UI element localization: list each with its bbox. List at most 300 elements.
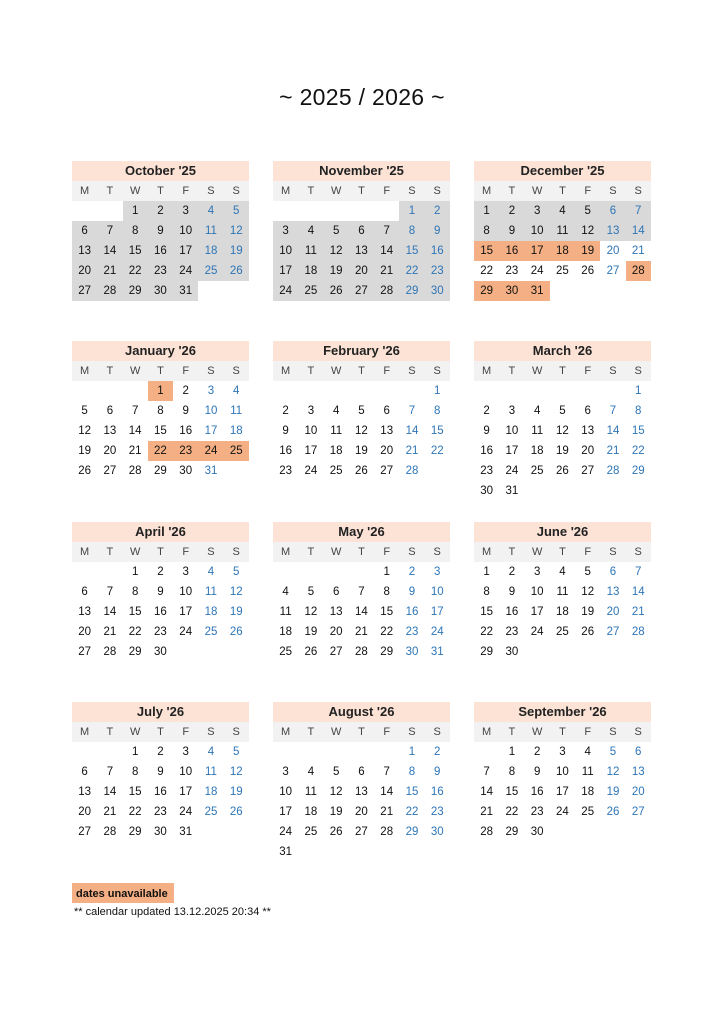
weekday-label: W <box>324 181 349 201</box>
weekday-label: S <box>198 722 223 742</box>
weekday-label: F <box>173 542 198 562</box>
day-cell: 26 <box>78 465 92 477</box>
day-cell: 14 <box>480 786 494 798</box>
empty-cell <box>399 381 424 401</box>
empty-cell <box>273 381 298 401</box>
day-cell-past: 7 <box>97 221 122 241</box>
day-cell: 22 <box>480 626 494 638</box>
day-cell: 24 <box>179 806 193 818</box>
day-cell-past: 18 <box>298 261 323 281</box>
weekday-label: S <box>224 722 249 742</box>
day-cell-past: 25 <box>298 281 323 301</box>
day-cell: 6 <box>358 766 365 778</box>
day-cell: 25 <box>279 646 293 658</box>
day-cell: 1 <box>131 566 139 578</box>
day-cell-past: 17 <box>173 241 198 261</box>
day-cell: 9 <box>434 766 441 778</box>
day-cell: 1 <box>383 566 390 578</box>
day-cell: 27 <box>329 646 343 658</box>
day-cell-past: 23 <box>148 261 173 281</box>
day-cell: 12 <box>581 586 595 598</box>
day-cell: 24 <box>530 265 544 277</box>
day-cell: 15 <box>380 606 394 618</box>
weekday-label: M <box>474 542 499 562</box>
legend-unavailable: dates unavailable <box>72 883 174 903</box>
weekday-label: F <box>374 181 399 201</box>
day-cell-past: 21 <box>374 261 399 281</box>
day-cell: 10 <box>304 425 318 437</box>
day-cell: 14 <box>606 425 620 437</box>
day-cell: 23 <box>530 806 544 818</box>
day-cell-past: 29 <box>399 281 424 301</box>
weekday-label: W <box>324 361 349 381</box>
update-note: ** calendar updated 13.12.2025 20:34 ** <box>74 906 271 918</box>
day-cell: 28 <box>380 826 394 838</box>
day-cell-past: 28 <box>374 281 399 301</box>
day-cell: 23 <box>405 626 419 638</box>
weekday-label: F <box>173 361 198 381</box>
weekday-label: T <box>550 181 575 201</box>
day-cell: 30 <box>154 646 167 658</box>
day-cell-past: 4 <box>550 201 575 221</box>
day-cell: 10 <box>179 586 193 598</box>
empty-cell <box>273 201 298 221</box>
day-cell: 3 <box>182 746 189 758</box>
day-cell: 7 <box>358 586 365 598</box>
day-cell: 21 <box>480 806 494 818</box>
day-cell: 9 <box>533 766 541 778</box>
month-calendar <box>474 522 651 662</box>
empty-cell <box>324 742 349 762</box>
day-cell-past: 5 <box>324 221 349 241</box>
day-cell: 6 <box>635 746 642 758</box>
day-cell-past: 24 <box>173 261 198 281</box>
day-cell: 6 <box>383 405 390 417</box>
weekday-label: M <box>474 361 499 381</box>
day-cell: 17 <box>505 445 519 457</box>
day-cell: 26 <box>304 646 318 658</box>
day-cell-past: 5 <box>575 201 600 221</box>
day-cell-past: 3 <box>525 201 550 221</box>
day-cell: 25 <box>530 465 544 477</box>
day-cell: 21 <box>606 445 620 457</box>
day-cell: 19 <box>78 445 92 457</box>
day-cell-past: 20 <box>349 261 374 281</box>
month-calendar <box>273 702 450 862</box>
day-cell: 13 <box>78 786 92 798</box>
day-cell: 9 <box>157 586 164 598</box>
day-cell: 6 <box>584 405 591 417</box>
day-cell: 28 <box>103 826 117 838</box>
day-cell: 8 <box>157 405 164 417</box>
page-title: ~ 2025 / 2026 ~ <box>279 84 445 110</box>
day-cell: 20 <box>78 626 92 638</box>
day-cell: 17 <box>179 786 193 798</box>
weekday-label: S <box>198 361 223 381</box>
day-cell: 2 <box>157 566 164 578</box>
day-cell: 27 <box>606 265 620 277</box>
day-cell: 15 <box>480 606 494 618</box>
day-cell: 27 <box>606 626 620 638</box>
weekday-label: W <box>123 181 148 201</box>
weekday-label: T <box>499 542 524 562</box>
day-cell: 15 <box>631 425 645 437</box>
day-cell: 22 <box>128 626 142 638</box>
day-cell: 31 <box>430 646 444 658</box>
weekday-label: S <box>425 361 450 381</box>
day-cell: 1 <box>131 746 139 758</box>
day-cell: 11 <box>204 586 217 598</box>
day-cell: 30 <box>530 826 544 838</box>
day-cell: 16 <box>154 606 167 618</box>
day-cell: 21 <box>103 806 117 818</box>
month-calendar <box>474 341 651 501</box>
day-cell-past: 9 <box>425 221 450 241</box>
day-cell: 26 <box>355 465 368 477</box>
empty-cell <box>474 742 499 762</box>
day-cell: 11 <box>581 766 594 778</box>
empty-cell <box>324 381 349 401</box>
month-title: December '25 <box>474 161 651 181</box>
day-cell: 23 <box>505 265 519 277</box>
day-cell-past: 21 <box>97 261 122 281</box>
day-cell: 1 <box>635 385 642 397</box>
day-cell: 11 <box>556 586 569 598</box>
day-cell: 9 <box>408 586 416 598</box>
day-cell: 10 <box>505 425 519 437</box>
day-cell-unavailable: 31 <box>525 281 550 301</box>
month-calendar <box>72 161 249 301</box>
day-cell-past: 17 <box>273 261 298 281</box>
day-cell: 7 <box>106 766 114 778</box>
day-cell: 27 <box>581 465 595 477</box>
empty-cell <box>298 201 323 221</box>
day-cell-past: 13 <box>349 241 374 261</box>
day-cell-past: 10 <box>525 221 550 241</box>
weekday-label: S <box>425 722 450 742</box>
day-cell: 3 <box>282 766 289 778</box>
weekday-label: F <box>575 361 600 381</box>
day-cell: 29 <box>505 826 519 838</box>
month-calendar <box>273 161 450 301</box>
day-cell-past: 11 <box>550 221 575 241</box>
day-cell-unavailable: 30 <box>499 281 524 301</box>
day-cell-unavailable: 19 <box>575 241 600 261</box>
day-cell-past: 11 <box>198 221 223 241</box>
weekday-label: T <box>499 181 524 201</box>
day-cell: 20 <box>103 445 117 457</box>
weekday-label: T <box>148 722 173 742</box>
day-cell: 3 <box>434 566 441 578</box>
day-cell: 24 <box>556 806 569 818</box>
weekday-label: S <box>399 722 424 742</box>
day-cell-unavailable: 1 <box>148 381 173 401</box>
day-cell: 14 <box>128 425 142 437</box>
day-cell: 12 <box>329 786 343 798</box>
day-cell-unavailable: 24 <box>198 441 223 461</box>
empty-cell <box>72 381 97 401</box>
day-cell: 25 <box>581 806 595 818</box>
day-cell: 13 <box>329 606 343 618</box>
day-cell: 30 <box>505 646 519 658</box>
day-cell: 7 <box>609 405 617 417</box>
day-cell: 24 <box>430 626 444 638</box>
day-cell: 23 <box>505 626 519 638</box>
day-cell-past: 8 <box>123 221 148 241</box>
weekday-label: T <box>349 542 374 562</box>
day-cell: 21 <box>631 606 645 618</box>
weekday-label: S <box>399 361 424 381</box>
day-cell-past: 14 <box>374 241 399 261</box>
weekday-label: W <box>123 542 148 562</box>
day-cell: 12 <box>78 425 92 437</box>
day-cell: 16 <box>405 606 419 618</box>
day-cell: 8 <box>408 766 416 778</box>
day-cell: 16 <box>154 786 167 798</box>
day-cell: 10 <box>279 786 293 798</box>
day-cell: 18 <box>581 786 595 798</box>
day-cell: 24 <box>304 465 318 477</box>
day-cell: 1 <box>508 746 516 758</box>
empty-cell <box>298 562 323 582</box>
day-cell: 29 <box>154 465 167 477</box>
weekday-label: T <box>97 361 122 381</box>
day-cell-past: 6 <box>72 221 97 241</box>
day-cell-past: 10 <box>173 221 198 241</box>
weekday-label: M <box>273 542 298 562</box>
day-cell-past: 26 <box>324 281 349 301</box>
day-cell: 29 <box>480 646 494 658</box>
day-cell-past: 12 <box>224 221 249 241</box>
day-cell-past: 26 <box>224 261 249 281</box>
day-cell: 28 <box>480 826 494 838</box>
day-cell: 6 <box>81 766 88 778</box>
weekday-label: T <box>97 722 122 742</box>
empty-cell <box>72 201 97 221</box>
day-cell: 8 <box>508 766 516 778</box>
day-cell: 5 <box>559 405 566 417</box>
empty-cell <box>72 742 97 762</box>
weekday-label: W <box>324 542 349 562</box>
weekday-label: F <box>575 542 600 562</box>
day-cell-past: 6 <box>349 221 374 241</box>
weekday-label: S <box>626 542 651 562</box>
weekday-label: F <box>374 361 399 381</box>
day-cell-past: 2 <box>499 201 524 221</box>
day-cell: 19 <box>304 626 318 638</box>
weekday-label: M <box>273 361 298 381</box>
day-cell: 21 <box>380 806 394 818</box>
day-cell: 30 <box>480 485 494 497</box>
day-cell: 20 <box>380 445 394 457</box>
day-cell: 5 <box>233 566 240 578</box>
month-title: November '25 <box>273 161 450 181</box>
day-cell: 5 <box>332 766 340 778</box>
empty-cell <box>273 562 298 582</box>
month-title: June '26 <box>474 522 651 542</box>
day-cell: 17 <box>304 445 318 457</box>
day-cell: 11 <box>230 405 243 417</box>
day-cell: 11 <box>304 786 317 798</box>
day-cell: 7 <box>106 586 114 598</box>
day-cell: 2 <box>533 746 541 758</box>
weekday-label: F <box>374 722 399 742</box>
weekday-label: T <box>148 181 173 201</box>
day-cell: 20 <box>631 786 645 798</box>
day-cell-past: 14 <box>97 241 122 261</box>
day-cell: 18 <box>204 606 218 618</box>
day-cell: 26 <box>581 265 595 277</box>
day-cell: 14 <box>405 425 419 437</box>
empty-cell <box>374 742 399 762</box>
month-calendar <box>273 341 450 481</box>
day-cell-past: 7 <box>374 221 399 241</box>
day-cell-past: 3 <box>173 201 198 221</box>
empty-cell <box>600 381 625 401</box>
day-cell: 16 <box>480 445 494 457</box>
day-cell: 22 <box>380 626 394 638</box>
weekday-label: T <box>550 722 575 742</box>
month-calendar <box>72 341 249 481</box>
day-cell: 28 <box>606 465 620 477</box>
day-cell: 13 <box>78 606 92 618</box>
empty-cell <box>97 742 122 762</box>
day-cell-unavailable: 28 <box>626 261 651 281</box>
day-cell: 11 <box>531 425 544 437</box>
weekday-label: F <box>374 542 399 562</box>
weekday-label: S <box>626 361 651 381</box>
empty-cell <box>499 381 524 401</box>
day-cell-past: 14 <box>626 221 651 241</box>
weekday-label: M <box>474 181 499 201</box>
day-cell: 8 <box>131 766 139 778</box>
day-cell: 1 <box>483 566 490 578</box>
day-cell-past: 4 <box>198 201 223 221</box>
day-cell: 19 <box>581 606 595 618</box>
day-cell-past: 15 <box>123 241 148 261</box>
day-cell-past: 4 <box>298 221 323 241</box>
weekday-label: S <box>224 361 249 381</box>
day-cell: 12 <box>229 586 243 598</box>
day-cell: 3 <box>207 385 215 397</box>
day-cell: 4 <box>332 405 340 417</box>
day-cell: 24 <box>530 626 544 638</box>
day-cell: 8 <box>635 405 642 417</box>
day-cell-past: 8 <box>474 221 499 241</box>
day-cell: 19 <box>355 445 368 457</box>
day-cell: 2 <box>182 385 189 397</box>
day-cell: 8 <box>483 586 490 598</box>
empty-cell <box>273 742 298 762</box>
weekday-label: S <box>224 181 249 201</box>
day-cell: 14 <box>103 606 117 618</box>
day-cell: 15 <box>154 425 167 437</box>
empty-cell <box>349 201 374 221</box>
weekday-label: S <box>600 722 625 742</box>
day-cell: 19 <box>229 786 243 798</box>
month-title: February '26 <box>273 341 450 361</box>
day-cell: 26 <box>606 806 620 818</box>
day-cell: 29 <box>380 646 394 658</box>
weekday-label: T <box>97 181 122 201</box>
day-cell: 12 <box>556 425 569 437</box>
weekday-label: S <box>425 181 450 201</box>
day-cell: 1 <box>434 385 441 397</box>
day-cell: 15 <box>430 425 444 437</box>
weekday-label: M <box>72 542 97 562</box>
day-cell: 14 <box>355 606 368 618</box>
day-cell: 6 <box>81 586 88 598</box>
day-cell: 4 <box>533 405 541 417</box>
day-cell: 18 <box>329 445 343 457</box>
day-cell-past: 13 <box>72 241 97 261</box>
empty-cell <box>474 381 499 401</box>
day-cell: 13 <box>103 425 117 437</box>
day-cell: 2 <box>508 566 516 578</box>
day-cell-past: 30 <box>148 281 173 301</box>
day-cell: 26 <box>229 806 243 818</box>
day-cell: 5 <box>584 566 591 578</box>
day-cell: 12 <box>229 766 243 778</box>
day-cell-past: 19 <box>324 261 349 281</box>
weekday-label: T <box>349 722 374 742</box>
day-cell: 29 <box>128 826 142 838</box>
day-cell: 27 <box>380 465 394 477</box>
day-cell: 27 <box>631 806 645 818</box>
weekday-label: F <box>173 181 198 201</box>
day-cell: 3 <box>533 566 541 578</box>
day-cell-past: 23 <box>425 261 450 281</box>
weekday-label: S <box>425 542 450 562</box>
day-cell-past: 27 <box>349 281 374 301</box>
day-cell: 28 <box>128 465 142 477</box>
day-cell: 22 <box>631 445 645 457</box>
weekday-label: T <box>148 542 173 562</box>
weekday-label: T <box>349 361 374 381</box>
month-title: July '26 <box>72 702 249 722</box>
weekday-label: M <box>72 361 97 381</box>
day-cell: 26 <box>581 626 595 638</box>
empty-cell <box>298 381 323 401</box>
day-cell: 13 <box>355 786 368 798</box>
month-title: August '26 <box>273 702 450 722</box>
empty-cell <box>349 381 374 401</box>
day-cell: 16 <box>179 425 193 437</box>
day-cell: 20 <box>355 806 368 818</box>
day-cell: 23 <box>430 806 444 818</box>
day-cell: 2 <box>483 405 490 417</box>
weekday-label: W <box>123 722 148 742</box>
day-cell-past: 16 <box>425 241 450 261</box>
day-cell: 22 <box>405 806 419 818</box>
day-cell: 9 <box>182 405 189 417</box>
day-cell-past: 16 <box>148 241 173 261</box>
weekday-label: F <box>173 722 198 742</box>
day-cell: 5 <box>307 586 315 598</box>
weekday-label: S <box>224 542 249 562</box>
day-cell: 22 <box>430 445 444 457</box>
day-cell-past: 9 <box>499 221 524 241</box>
day-cell: 15 <box>128 606 142 618</box>
weekday-label: W <box>525 361 550 381</box>
day-cell: 24 <box>179 626 193 638</box>
day-cell: 23 <box>279 465 293 477</box>
weekday-label: W <box>525 542 550 562</box>
empty-cell <box>324 562 349 582</box>
day-cell: 23 <box>154 806 167 818</box>
day-cell: 13 <box>631 766 645 778</box>
day-cell: 15 <box>128 786 142 798</box>
